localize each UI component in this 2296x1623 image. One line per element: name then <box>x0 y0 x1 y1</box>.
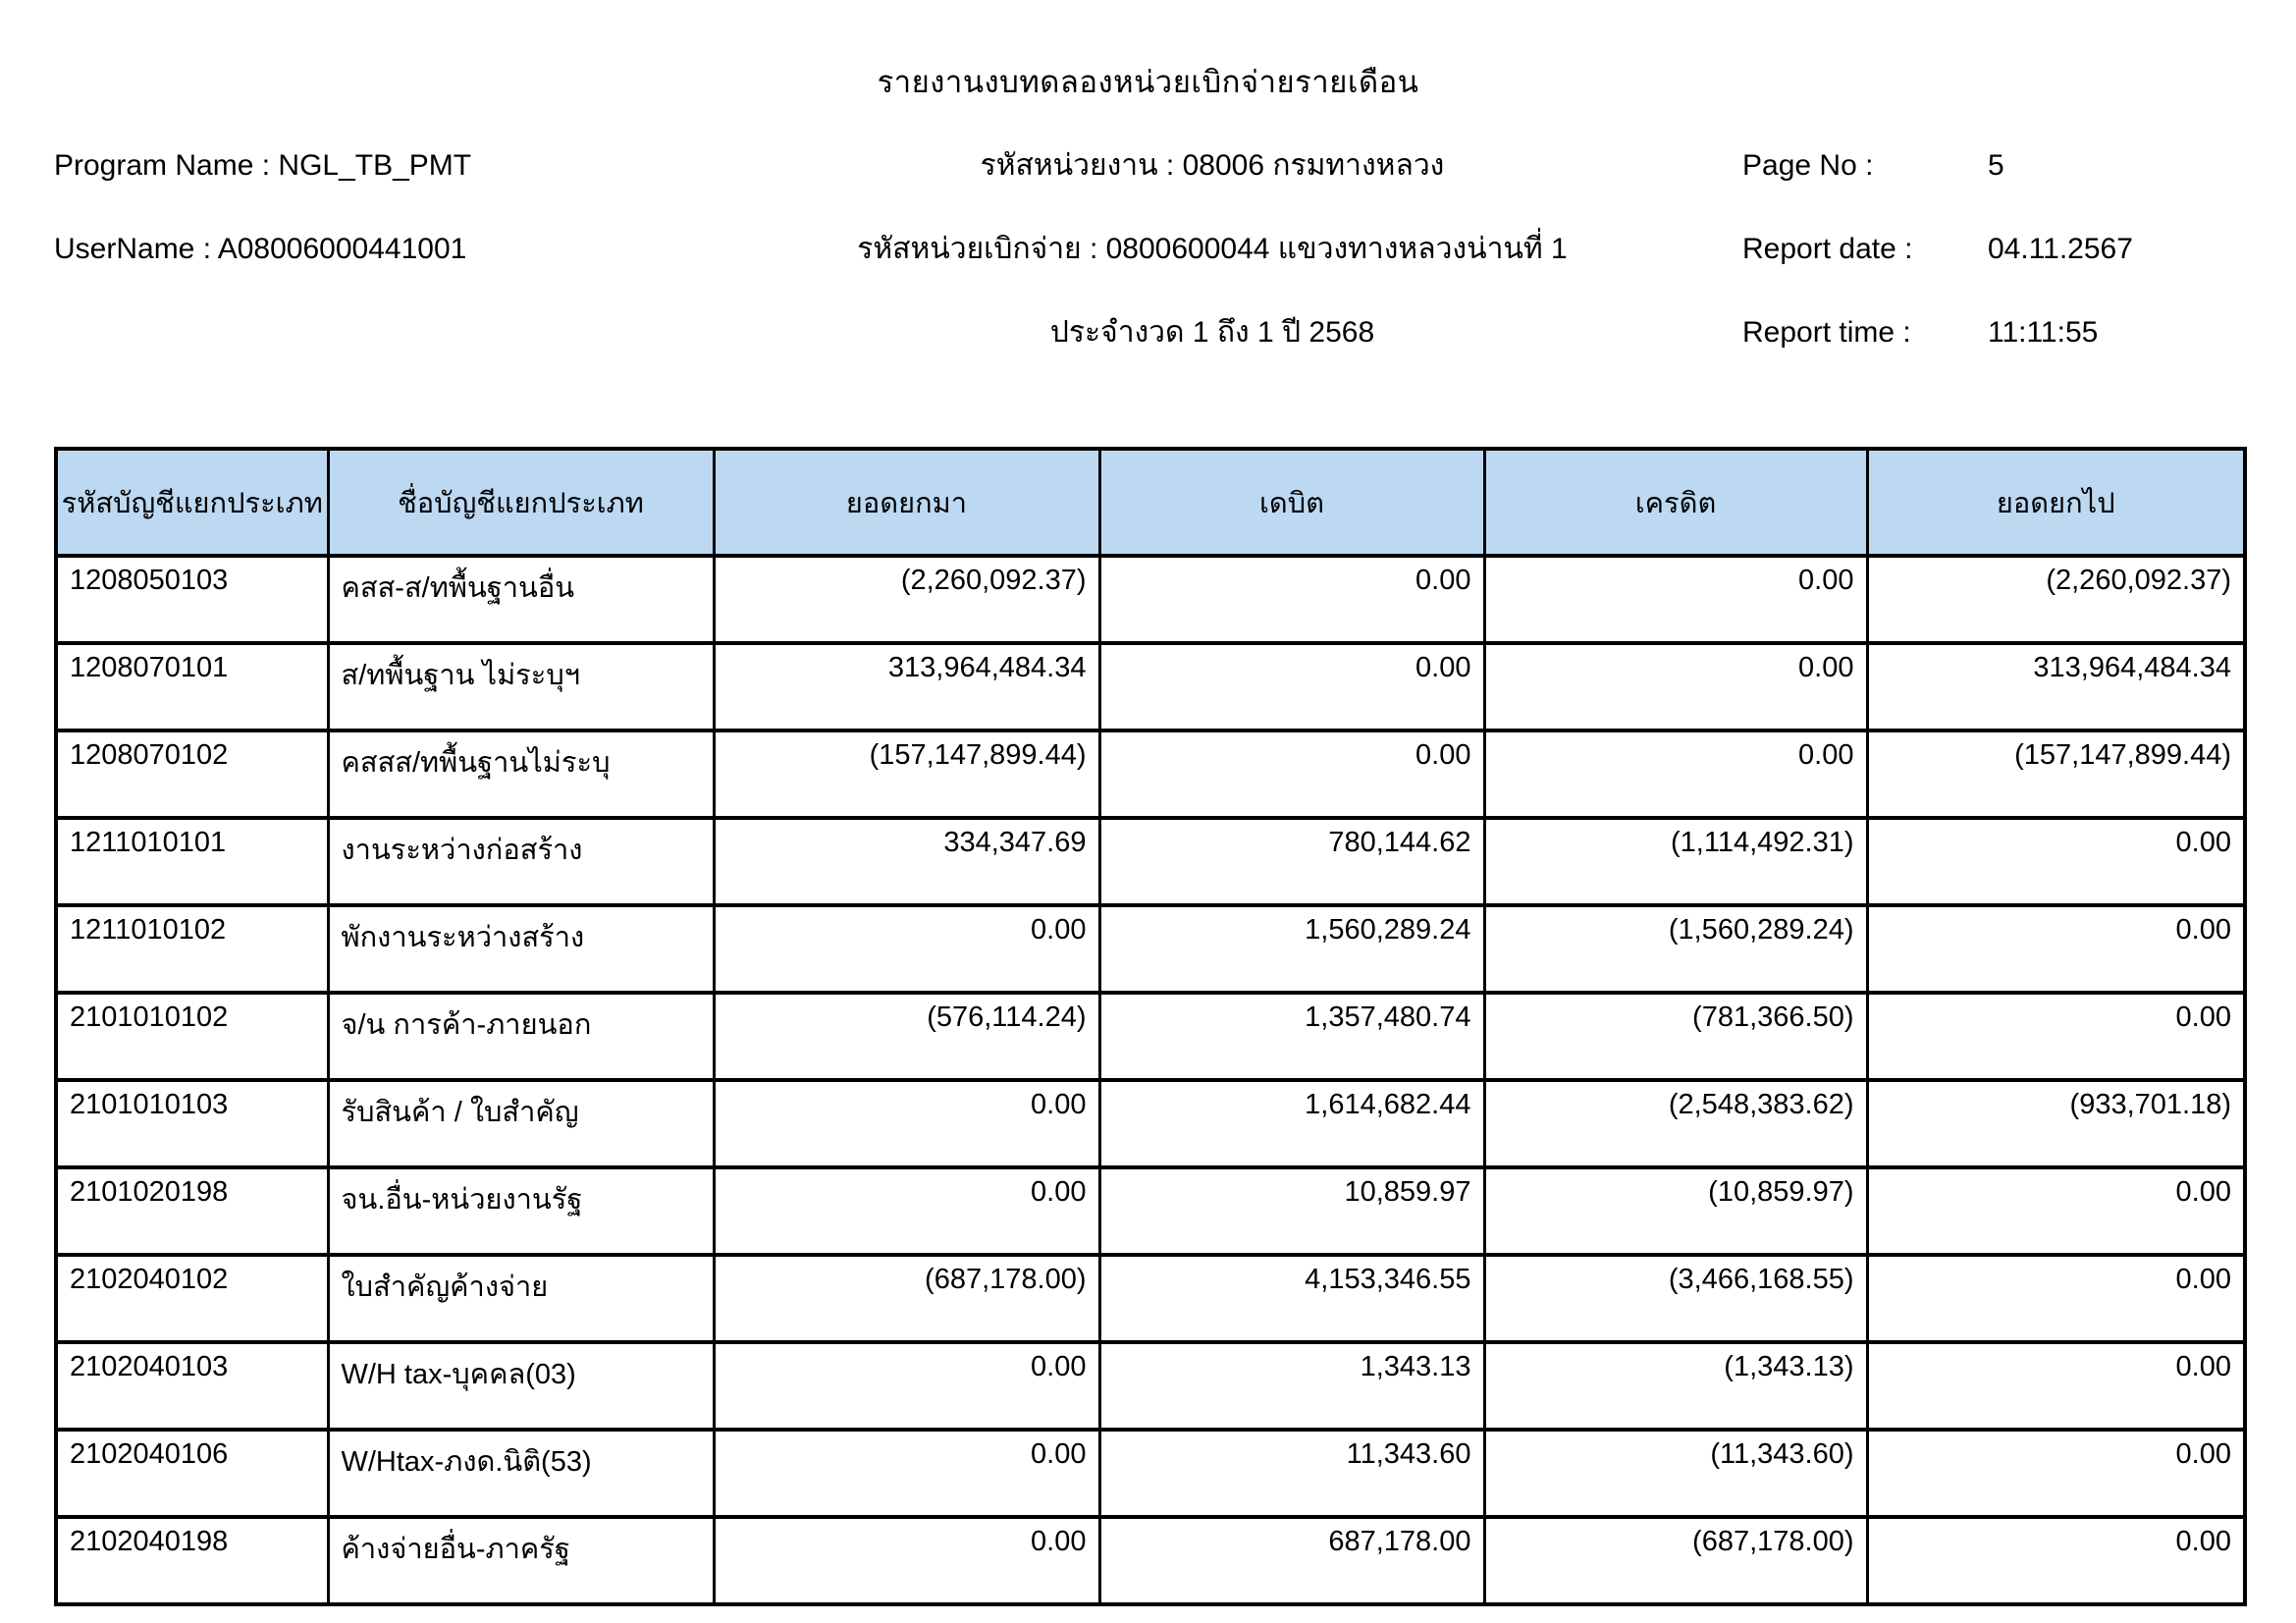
page-no <box>1742 149 2243 183</box>
cell-debit: 1,560,289.24 <box>1099 905 1484 993</box>
cell-account-code: 2102040103 <box>56 1342 328 1430</box>
cell-account-code: 2101010102 <box>56 993 328 1080</box>
cell-account-name: ใบสำคัญค้างจ่าย <box>328 1255 714 1342</box>
table-row <box>56 1342 2245 1430</box>
cell-carry-forward-out: 0.00 <box>1867 1430 2245 1517</box>
cell-account-code: 2102040198 <box>56 1517 328 1604</box>
cell-credit: 0.00 <box>1484 643 1867 730</box>
meta-row-2 <box>54 207 2243 291</box>
cell-account-code: 2101020198 <box>56 1167 328 1255</box>
cell-debit: 780,144.62 <box>1099 818 1484 905</box>
report-time <box>1742 316 2243 350</box>
column-header-carry-forward-in: ยอดยกมา <box>714 449 1099 556</box>
cell-carry-forward-out: 0.00 <box>1867 1167 2245 1255</box>
cell-credit: 0.00 <box>1484 730 1867 818</box>
column-header-account-code: รหัสบัญชีแยกประเภท <box>56 449 328 556</box>
column-header-debit: เดบิต <box>1099 449 1484 556</box>
cell-account-code: 1211010101 <box>56 818 328 905</box>
table-header-row <box>56 449 2245 556</box>
cell-debit: 4,153,346.55 <box>1099 1255 1484 1342</box>
cell-credit: (1,343.13) <box>1484 1342 1867 1430</box>
cell-debit: 1,357,480.74 <box>1099 993 1484 1080</box>
report-date-label: Report date : <box>1742 232 1913 265</box>
cell-credit: (10,859.97) <box>1484 1167 1867 1255</box>
report-date-value: 04.11.2567 <box>1988 232 2133 265</box>
cell-credit: (2,548,383.62) <box>1484 1080 1867 1167</box>
report-time-value: 11:11:55 <box>1988 315 2099 349</box>
cell-carry-forward-in: (2,260,092.37) <box>714 556 1099 643</box>
page-no-value: 5 <box>1988 148 2004 182</box>
username: UserName : A08006000441001 <box>54 232 467 265</box>
cell-carry-forward-out: (933,701.18) <box>1867 1080 2245 1167</box>
cell-account-code: 2102040102 <box>56 1255 328 1342</box>
cell-carry-forward-out: 0.00 <box>1867 818 2245 905</box>
table-row <box>56 643 2245 730</box>
meta-row-3 <box>54 291 2243 374</box>
cell-carry-forward-in: 0.00 <box>714 1167 1099 1255</box>
cell-carry-forward-in: 0.00 <box>714 1517 1099 1604</box>
cell-credit: (1,560,289.24) <box>1484 905 1867 993</box>
cell-account-name: คสสส/ทพื้นฐานไม่ระบุ <box>328 730 714 818</box>
cell-credit: (781,366.50) <box>1484 993 1867 1080</box>
cell-credit: (1,114,492.31) <box>1484 818 1867 905</box>
table-row <box>56 905 2245 993</box>
trial-balance-table <box>54 447 2247 1606</box>
cell-carry-forward-in: 0.00 <box>714 1430 1099 1517</box>
table-row <box>56 993 2245 1080</box>
meta-row-1 <box>54 124 2243 207</box>
cell-credit: (687,178.00) <box>1484 1517 1867 1604</box>
cell-carry-forward-in: (576,114.24) <box>714 993 1099 1080</box>
cell-account-code: 1208070101 <box>56 643 328 730</box>
cell-debit: 0.00 <box>1099 730 1484 818</box>
cell-account-code: 1211010102 <box>56 905 328 993</box>
cell-carry-forward-out: 313,964,484.34 <box>1867 643 2245 730</box>
cell-account-name: รับสินค้า / ใบสำคัญ <box>328 1080 714 1167</box>
cell-account-name: ส/ทพื้นฐาน ไม่ระบุฯ <box>328 643 714 730</box>
column-header-credit: เครดิต <box>1484 449 1867 556</box>
cell-credit: (3,466,168.55) <box>1484 1255 1867 1342</box>
report-time-label: Report time : <box>1742 315 1911 349</box>
table-row <box>56 1080 2245 1167</box>
table-row <box>56 1430 2245 1517</box>
cell-carry-forward-out: 0.00 <box>1867 993 2245 1080</box>
cell-carry-forward-in: 334,347.69 <box>714 818 1099 905</box>
cell-debit: 1,343.13 <box>1099 1342 1484 1430</box>
cell-carry-forward-out: (2,260,092.37) <box>1867 556 2245 643</box>
report-title: รายงานงบทดลองหน่วยเบิกจ่ายรายเดือน <box>877 65 1419 99</box>
cell-account-name: จ/น การค้า-ภายนอก <box>328 993 714 1080</box>
cell-carry-forward-out: 0.00 <box>1867 1255 2245 1342</box>
cell-carry-forward-in: (157,147,899.44) <box>714 730 1099 818</box>
report-period: ประจำงวด 1 ถึง 1 ปี 2568 <box>1049 316 1375 349</box>
cell-account-code: 1208070102 <box>56 730 328 818</box>
cell-account-code: 2102040106 <box>56 1430 328 1517</box>
column-header-carry-forward-out: ยอดยกไป <box>1867 449 2245 556</box>
disbursement-unit-code: รหัสหน่วยเบิกจ่าย : 0800600044 แขวงทางหลวงน่านที่ 1 <box>857 233 1568 265</box>
cell-account-code: 2101010103 <box>56 1080 328 1167</box>
table-row <box>56 730 2245 818</box>
cell-account-name: W/H tax-บุคคล(03) <box>328 1342 714 1430</box>
agency-code: รหัสหน่วยงาน : 08006 กรมทางหลวง <box>980 149 1445 182</box>
cell-carry-forward-out: 0.00 <box>1867 905 2245 993</box>
table-row <box>56 1517 2245 1604</box>
cell-carry-forward-in: 0.00 <box>714 905 1099 993</box>
cell-credit: 0.00 <box>1484 556 1867 643</box>
cell-account-name: W/Htax-ภงด.นิติ(53) <box>328 1430 714 1517</box>
cell-debit: 0.00 <box>1099 643 1484 730</box>
cell-account-code: 1208050103 <box>56 556 328 643</box>
column-header-account-name: ชื่อบัญชีแยกประเภท <box>328 449 714 556</box>
cell-carry-forward-out: 0.00 <box>1867 1342 2245 1430</box>
report-meta <box>54 124 2243 374</box>
cell-account-name: จน.อื่น-หน่วยงานรัฐ <box>328 1167 714 1255</box>
cell-carry-forward-in: 0.00 <box>714 1080 1099 1167</box>
cell-carry-forward-out: 0.00 <box>1867 1517 2245 1604</box>
cell-debit: 1,614,682.44 <box>1099 1080 1484 1167</box>
cell-debit: 11,343.60 <box>1099 1430 1484 1517</box>
table-row <box>56 1167 2245 1255</box>
table-row <box>56 818 2245 905</box>
table-row <box>56 1255 2245 1342</box>
cell-account-name: พักงานระหว่างสร้าง <box>328 905 714 993</box>
program-name: Program Name : NGL_TB_PMT <box>54 148 472 182</box>
report-date <box>1742 233 2243 266</box>
cell-carry-forward-in: 313,964,484.34 <box>714 643 1099 730</box>
cell-account-name: คสส-ส/ทพื้นฐานอื่น <box>328 556 714 643</box>
cell-debit: 687,178.00 <box>1099 1517 1484 1604</box>
cell-credit: (11,343.60) <box>1484 1430 1867 1517</box>
cell-debit: 0.00 <box>1099 556 1484 643</box>
cell-debit: 10,859.97 <box>1099 1167 1484 1255</box>
page-no-label: Page No : <box>1742 148 1874 182</box>
cell-carry-forward-out: (157,147,899.44) <box>1867 730 2245 818</box>
cell-account-name: ค้างจ่ายอื่น-ภาครัฐ <box>328 1517 714 1604</box>
cell-carry-forward-in: (687,178.00) <box>714 1255 1099 1342</box>
cell-account-name: งานระหว่างก่อสร้าง <box>328 818 714 905</box>
cell-carry-forward-in: 0.00 <box>714 1342 1099 1430</box>
table-row <box>56 556 2245 643</box>
